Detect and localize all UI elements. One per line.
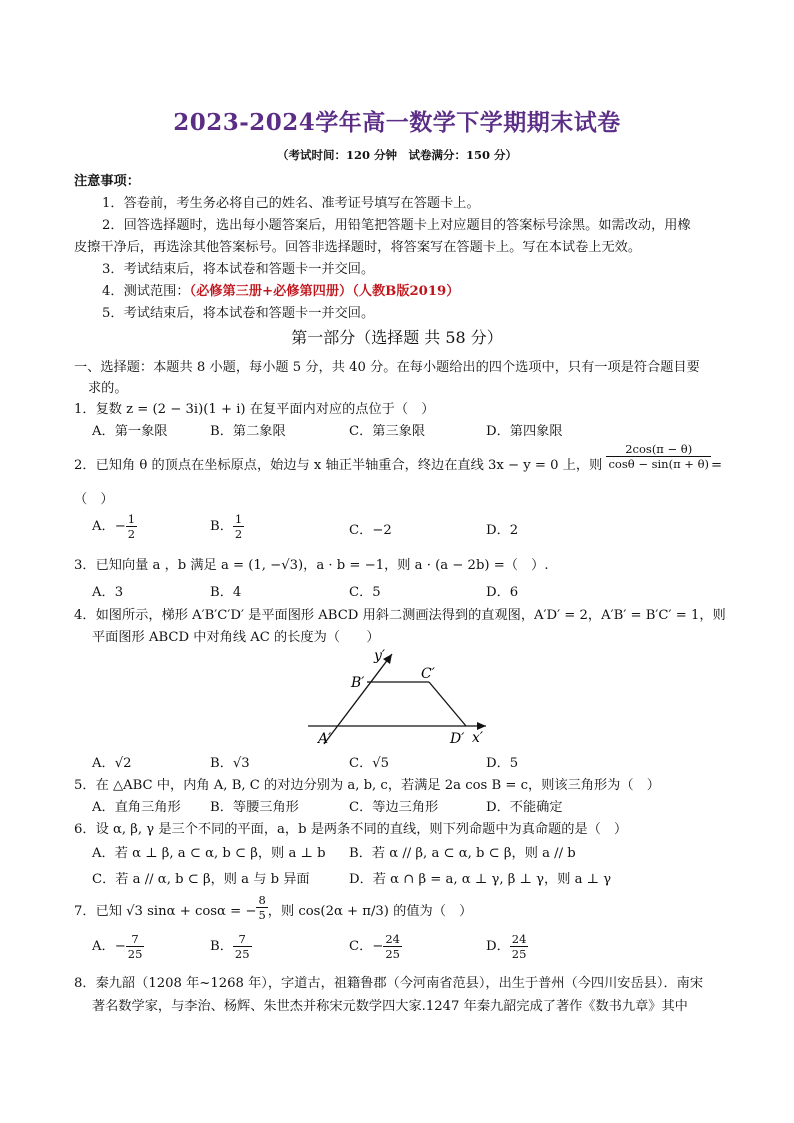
q7-b-num: 7 (233, 932, 252, 947)
q7-option-b-label: B． (210, 939, 233, 954)
question-6-stem: 6．设 α, β, γ 是三个不同的平面，a，b 是两条不同的直线，则下列命题中为真命题的是（ ） (74, 822, 628, 837)
q7-option-a (92, 932, 144, 961)
question-7-stem (74, 893, 473, 922)
notice-item-2-cont: 皮擦干净后，再选涂其他答案标号。回答非选择题时，将答案写在答题卡上。写在本试卷上无效。 (74, 240, 642, 255)
label-c: C′ (421, 666, 435, 682)
q4-option-a: A．√2 (92, 756, 132, 771)
q7-b-den: 25 (234, 947, 250, 961)
question-8-stem-cont: 著名数学家，与李治、杨辉、朱世杰并称宋元数学四大家.1247 年秦九韶完成了著作《数书九章》其中 (92, 999, 688, 1014)
section-intro: 一、选择题：本题共 8 小题，每小题 5 分，共 40 分。在每小题给出的四个选项中，只有一项是符合题目要 (74, 360, 700, 375)
q7-d-num: 24 (511, 932, 527, 946)
q2-a-num: 1 (127, 512, 136, 526)
q7-option-d (486, 932, 528, 961)
q5-option-d: D．不能确定 (486, 800, 563, 815)
label-y: y′ (374, 648, 386, 664)
question-4-stem-cont: 平面图形 ABCD 中对角线 AC 的长度为（ ） (92, 630, 380, 645)
section-intro-cont: 求的。 (88, 381, 128, 396)
q7-option-b (210, 932, 252, 961)
q7-option-c-label: C．− (349, 939, 384, 954)
q4-option-c: C．√5 (349, 756, 390, 771)
part-title: 第一部分（选择题 共 58 分） (291, 328, 503, 347)
label-a: A′ (318, 731, 332, 747)
x-axis-arrow (477, 722, 486, 730)
q2-fraction (606, 442, 711, 471)
q7-a-den: 25 (127, 947, 143, 961)
q3-option-c: C．5 (349, 585, 381, 600)
q2-frac-den: cosθ − sin(π + θ) (608, 457, 709, 471)
q6-option-c: C．若 a // α, b ⊂ β，则 a 与 b 异面 (92, 872, 310, 887)
q7-c-den: 25 (385, 947, 400, 961)
q5-option-a: A．直角三角形 (92, 800, 181, 815)
question-1-stem: 1．复数 z = (2 − 3i)(1 + i) 在复平面内对应的点位于（ ） (74, 402, 435, 417)
question-4-stem: 4．如图所示，梯形 A′B′C′D′ 是平面图形 ABCD 用斜二测画法得到的直观图，A′D′ = 2，A′B′ = B′C′ = 1，则 (74, 608, 726, 623)
test-scope: （必修第三册+必修第四册）（人教B版2019） (189, 284, 460, 299)
y-axis (324, 654, 392, 744)
q3-option-b: B．4 (210, 585, 242, 600)
q7-stem-prefix: 7．已知 √3 sinα + cosα = − (74, 904, 257, 919)
q7-stem-suffix: ，则 cos(2α + π/3) 的值为（ ） (267, 904, 473, 919)
notice-item-3: 3．考试结束后，将本试卷和答题卡一并交回。 (102, 262, 375, 277)
q7-option-a-label: A．− (92, 939, 126, 954)
q2-option-b (210, 512, 244, 541)
q3-option-d: D．6 (486, 585, 519, 600)
q2-option-a-label: A．− (92, 519, 126, 534)
q7-frac-num: 8 (258, 893, 266, 907)
label-d: D′ (450, 731, 465, 747)
q7-frac-den: 5 (258, 908, 266, 922)
q2-b-num: 1 (234, 512, 243, 526)
q6-option-b: B．若 α // β, a ⊂ α, b ⊂ β，则 a // b (349, 846, 576, 861)
q2-option-b-label: B． (210, 519, 233, 534)
label-b: B′ (351, 675, 365, 691)
q4-option-b: B．√3 (210, 756, 250, 771)
exam-info: （考试时间：120 分钟 试卷满分：150 分） (276, 148, 517, 162)
q2-paren: （ ） (74, 492, 114, 507)
q5-option-c: C．等边三角形 (349, 800, 439, 815)
q1-option-d: D．第四象限 (486, 424, 563, 439)
q2-frac-num: 2cos(π − θ) (606, 442, 711, 457)
q7-option-c (349, 932, 402, 961)
q1-option-a: A．第一象限 (92, 424, 168, 439)
q5-option-b: B．等腰三角形 (210, 800, 299, 815)
trapezoid-figure (300, 644, 500, 750)
q2-equals: = (711, 458, 723, 473)
q6-option-a: A．若 α ⊥ β, a ⊂ α, b ⊂ β，则 a ⊥ b (92, 846, 326, 861)
notice-heading: 注意事项： (74, 174, 140, 189)
q7-d-den: 25 (511, 947, 527, 961)
q2-a-den: 2 (127, 527, 136, 541)
q7-a-num: 7 (126, 932, 145, 947)
question-3-stem: 3．已知向量 a ，b 满足 a = (1, −√3)，a · b = −1，则 a · (a − 2b) =（ ）. (74, 558, 549, 573)
edge-cd (429, 682, 466, 726)
q4-option-d: D．5 (486, 756, 519, 771)
q2-option-a (92, 512, 137, 541)
q3-option-a: A．3 (92, 585, 124, 600)
q2-stem-text: 2．已知角 θ 的顶点在坐标原点，始边与 x 轴正半轴重合，终边在直线 3x − y = 0 上，则 (74, 458, 603, 473)
notice-item-1: 1．答卷前，考生务必将自己的姓名、准考证号填写在答题卡上。 (102, 196, 480, 211)
q2-option-c: C．−2 (349, 523, 392, 538)
q7-option-d-label: D． (486, 939, 510, 954)
label-x: x′ (472, 730, 484, 746)
notice-item-4-prefix: 4．测试范围： (102, 284, 190, 299)
page-title: 2023-2024学年高一数学下学期期末试卷 (173, 109, 621, 136)
question-8-stem: 8．秦九韶（1208 年~1268 年），字道古，祖籍鲁郡（今河南省范县），出生于普州（今四川安岳县）．南宋 (74, 976, 704, 991)
q7-fraction (256, 893, 267, 922)
q1-option-b: B．第二象限 (210, 424, 286, 439)
notice-item-5: 5．考试结束后，将本试卷和答题卡一并交回。 (102, 306, 375, 321)
notice-item-4 (102, 280, 459, 299)
notice-item-2: 2．回答选择题时，选出每小题答案后，用铅笔把答题卡上对应题目的答案标号涂黑。如需改动，用橡 (102, 218, 691, 233)
q2-b-den: 2 (234, 527, 243, 541)
question-5-stem: 5．在 △ABC 中，内角 A, B, C 的对边分别为 a, b, c，若满足 2a cos B = c，则该三角形为（ ） (74, 778, 660, 793)
q2-option-d: D．2 (486, 523, 519, 538)
q6-option-d: D．若 α ∩ β = a, α ⊥ γ, β ⊥ γ，则 a ⊥ γ (349, 872, 612, 887)
q7-c-num: 24 (385, 932, 400, 946)
q1-option-c: C．第三象限 (349, 424, 426, 439)
